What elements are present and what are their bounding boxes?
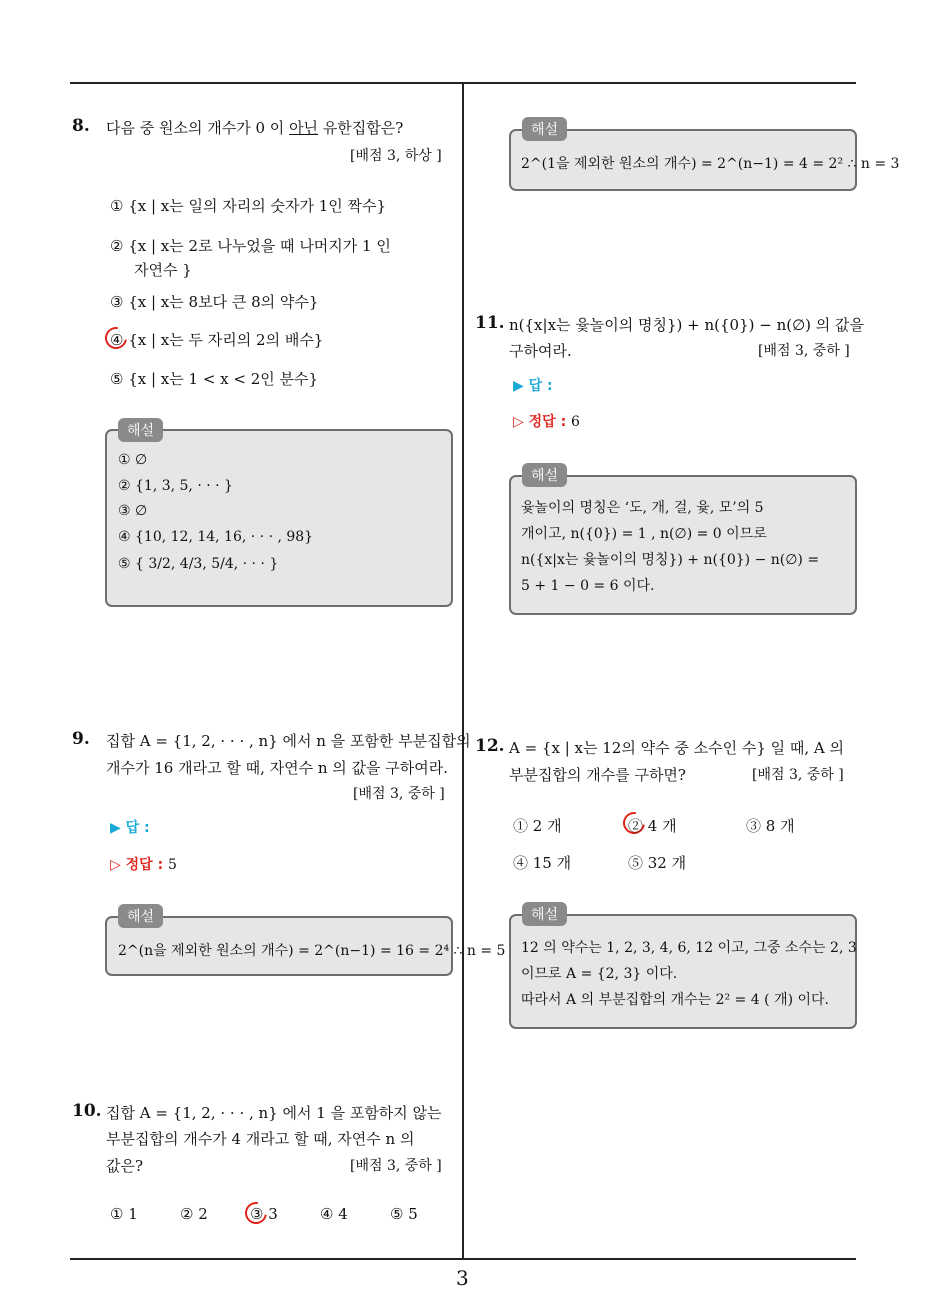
option-3[interactable]: ③ 8 개 (746, 817, 795, 835)
question-text-line-1: 집합 A = {1, 2, · · · , n} 에서 1 을 포함하지 않는 (106, 1104, 442, 1122)
option-3[interactable]: ③ 3 (250, 1205, 278, 1223)
score-meta: [배점 3, 중하 ] (350, 1158, 442, 1174)
explanation-tag: 해설 (118, 418, 163, 442)
score-meta: [배점 3, 하상 ] (350, 148, 442, 164)
score-meta: [배점 3, 중하 ] (758, 343, 850, 359)
option-4[interactable]: ④ {x | x는 두 자리의 2의 배수} (110, 331, 324, 349)
option-1[interactable]: ① 2 개 (513, 817, 562, 835)
explanation-line: ⑤ { 3/2, 4/3, 5/4, · · · } (118, 556, 279, 572)
option-2-cont: 자연수 } (134, 261, 192, 279)
explanation-tag: 해설 (118, 904, 163, 928)
underlined-word: 아닌 (289, 119, 319, 137)
option-2[interactable]: ② 2 (180, 1205, 208, 1223)
explanation-line: 이므로 A = {2, 3} 이다. (521, 966, 678, 982)
explanation-line: ③ ∅ (118, 503, 148, 519)
explanation-line: 윷놀이의 명칭은 ‘도, 개, 걸, 윷, 모’의 5 (521, 500, 764, 516)
correct-answer: ▷ 정답 : 5 (110, 857, 177, 873)
explanation-line: 2^(n을 제외한 원소의 개수) = 2^(n−1) = 16 = 2⁴ ∴ n = 5 (118, 943, 506, 959)
column-divider (462, 82, 464, 1260)
explanation-line: 개이고, n({0}) = 1 , n(∅) = 0 이므로 (521, 526, 767, 542)
question-number: 8. (72, 116, 90, 136)
option-5[interactable]: ⑤ 32 개 (628, 854, 687, 872)
correct-answer-value: 5 (168, 857, 177, 873)
question-number: 12. (475, 736, 505, 756)
option-1[interactable]: ① {x | x는 일의 자리의 숫자가 1인 짝수} (110, 197, 387, 215)
score-meta: [배점 3, 중하 ] (353, 786, 445, 802)
question-text-line-1: A = {x | x는 12의 약수 중 소수인 수} 일 때, A 의 (509, 739, 845, 757)
question-text: 다음 중 원소의 개수가 0 이 아닌 유한집합은? (106, 119, 404, 137)
score-meta: [배점 3, 중하 ] (752, 767, 844, 783)
answer-label[interactable]: ▶ 답 : (513, 378, 553, 394)
question-text-line-1: 집합 A = {1, 2, · · · , n} 에서 n 을 포함한 부분집합의 (106, 732, 471, 750)
question-text-line-2: 구하여라. (509, 342, 572, 360)
explanation-line: ④ {10, 12, 14, 16, · · · , 98} (118, 529, 314, 545)
explanation-line: 5 + 1 − 0 = 6 이다. (521, 578, 655, 594)
option-5[interactable]: ⑤ {x | x는 1 < x < 2인 분수} (110, 370, 319, 388)
explanation-tag: 해설 (522, 902, 567, 926)
page-number: 3 (456, 1266, 469, 1290)
answer-label[interactable]: ▶ 답 : (110, 820, 150, 836)
option-2[interactable]: ② 4 개 (628, 817, 677, 835)
explanation-line: ② {1, 3, 5, · · · } (118, 478, 233, 494)
question-text-line-1: n({x|x는 윷놀이의 명칭}) + n({0}) − n(∅) 의 값을 (509, 316, 865, 334)
question-number: 9. (72, 729, 90, 749)
option-5[interactable]: ⑤ 5 (390, 1205, 418, 1223)
option-1[interactable]: ① 1 (110, 1205, 138, 1223)
question-text-line-3: 값은? (106, 1157, 144, 1175)
explanation-line: 12 의 약수는 1, 2, 3, 4, 6, 12 이고, 그중 소수는 2, 3 (521, 940, 857, 956)
option-4[interactable]: ④ 4 (320, 1205, 348, 1223)
option-2[interactable]: ② {x | x는 2로 나누었을 때 나머지가 1 인 (110, 237, 391, 255)
explanation-line: ① ∅ (118, 452, 148, 468)
explanation-line: 2^(1을 제외한 원소의 개수) = 2^(n−1) = 4 = 2² ∴ n = 3 (521, 156, 900, 172)
explanation-tag: 해설 (522, 117, 567, 141)
explanation-box (105, 429, 453, 607)
question-text-line-2: 부분집합의 개수를 구하면? (509, 766, 686, 784)
correct-answer: ▷ 정답 : 6 (513, 414, 580, 430)
explanation-line: n({x|x는 윷놀이의 명칭}) + n({0}) − n(∅) = (521, 552, 820, 568)
bottom-rule (70, 1258, 856, 1260)
question-text-line-2: 개수가 16 개라고 할 때, 자연수 n 의 값을 구하여라. (106, 759, 449, 777)
question-number: 11. (475, 313, 505, 333)
option-4[interactable]: ④ 15 개 (513, 854, 572, 872)
explanation-tag: 해설 (522, 463, 567, 487)
question-text-line-2: 부분집합의 개수가 4 개라고 할 때, 자연수 n 의 (106, 1130, 415, 1148)
option-3[interactable]: ③ {x | x는 8보다 큰 8의 약수} (110, 293, 319, 311)
question-number: 10. (72, 1101, 102, 1121)
explanation-line: 따라서 A 의 부분집합의 개수는 2² = 4 ( 개) 이다. (521, 992, 830, 1008)
correct-answer-value: 6 (571, 414, 580, 430)
